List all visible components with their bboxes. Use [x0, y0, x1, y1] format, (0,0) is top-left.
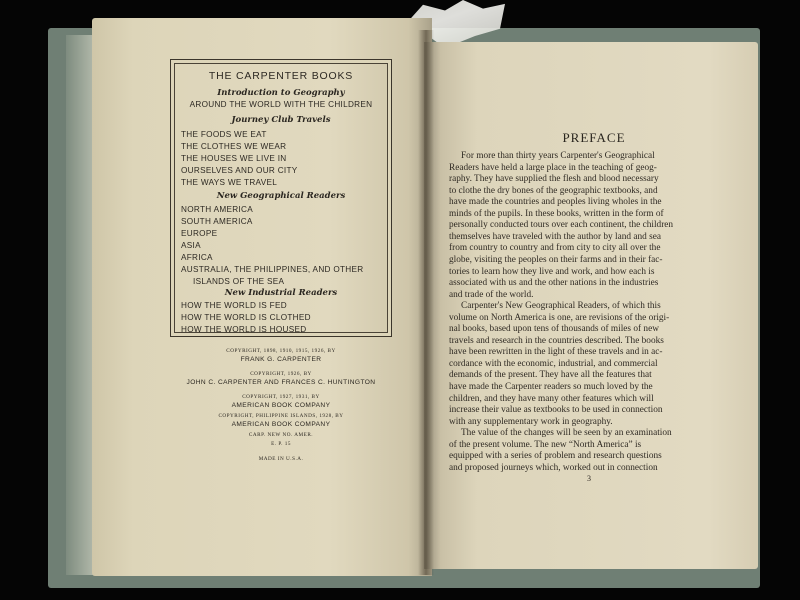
preface-line: have made the countries and peoples living wholes in the: [449, 197, 662, 208]
preface-line: with any supplementary work in geography.: [449, 416, 613, 427]
book-title: AUSTRALIA, THE PHILIPPINES, AND OTHER: [181, 265, 364, 274]
preface-line: globe, visiting the peoples on their farms and in their fac-: [449, 254, 663, 265]
preface-line: from country to country and from city to city all over the: [449, 243, 661, 254]
book-title: OURSELVES AND OUR CITY: [181, 166, 298, 175]
book-title: THE WAYS WE TRAVEL: [181, 178, 278, 187]
edition-code: CARP. NEW NO. AMER.: [248, 432, 314, 438]
preface-line: cordance with the economic, industrial, and commercial: [449, 358, 658, 369]
preface-line: nal books, based upon tens of thousands of miles of new: [449, 324, 659, 335]
preface-line: The value of the changes will be seen by an examination: [461, 428, 672, 439]
preface-line: equipped with a series of problem and research questions: [449, 451, 662, 462]
section-heading: New Industrial Readers: [224, 288, 338, 298]
made-in-label: MADE IN U.S.A.: [258, 456, 304, 462]
preface-line: minds of the pupils. In these books, written in the form of: [449, 208, 664, 219]
book-title: THE HOUSES WE LIVE IN: [181, 154, 287, 163]
preface-line: and trade of the world.: [449, 289, 534, 300]
book-title: HOW THE WORLD IS HOUSED: [181, 325, 307, 334]
preface-line: increase their value as textbooks to be used in connection: [449, 405, 663, 416]
book-title: EUROPE: [181, 229, 218, 238]
preface-line: associated with us and the other nations in the industries: [449, 278, 659, 289]
preface-line: demands of the present. They have all the features that: [449, 370, 652, 381]
preface-line: Carpenter's New Geographical Readers, of which this: [461, 301, 661, 312]
preface-line: tories to learn how they live and work, and how each is: [449, 266, 655, 277]
preface-line: have made the Carpenter readers so much loved by the: [449, 382, 653, 392]
book-title: HOW THE WORLD IS FED: [181, 301, 287, 310]
copyright-holder: FRANK G. CARPENTER: [240, 356, 322, 363]
section-heading: Introduction to Geography: [217, 88, 345, 98]
book-gutter-shadow: [418, 30, 434, 575]
preface-line: Readers have held a large place in the teaching of geog-: [449, 162, 657, 173]
book-title: ISLANDS OF THE SEA: [193, 277, 285, 286]
preface-line: raphy. They have supplied the flesh and blood necessary: [449, 174, 659, 185]
book-title: AFRICA: [181, 253, 213, 262]
section-heading: Journey Club Travels: [231, 115, 331, 125]
preface-line: and proposed journeys which, worked out in connection: [449, 462, 658, 473]
preface-line: have been rewritten in the light of these travels and in ac-: [449, 347, 663, 358]
preface-line: travels and research in the countries described. The books: [449, 335, 664, 346]
preface-line: volume on North America is one, are revisions of the origi-: [449, 312, 670, 323]
preface-line: themselves have traveled with the author by land and sea: [449, 231, 661, 242]
copyright-holder: AMERICAN BOOK COMPANY: [231, 402, 331, 409]
series-title: THE CARPENTER BOOKS: [208, 70, 354, 82]
preface-line: For more than thirty years Carpenter's Geographical: [461, 151, 655, 161]
book-title: AROUND THE WORLD WITH THE CHILDREN: [189, 100, 373, 109]
book-title: THE FOODS WE EAT: [181, 130, 267, 139]
preface-title: PREFACE: [562, 130, 626, 145]
copyright-line: COPYRIGHT, PHILIPPINE ISLANDS, 1928, BY: [218, 413, 344, 419]
section-heading: New Geographical Readers: [216, 191, 346, 201]
preface-line: of the present volume. The new “North America” is: [449, 439, 642, 450]
page-number: 3: [587, 474, 591, 483]
preface-line: to clothe the dry bones of the geographic textbooks, and: [449, 185, 658, 196]
copyright-line: COPYRIGHT, 1898, 1910, 1915, 1926, BY: [226, 348, 336, 354]
book-title: HOW THE WORLD IS CLOTHED: [181, 313, 311, 322]
copyright-holder: AMERICAN BOOK COMPANY: [231, 421, 331, 428]
preface-line: children, and they have many other features which will: [449, 393, 654, 404]
copyright-line: COPYRIGHT, 1927, 1931, BY: [242, 394, 320, 400]
book-title: THE CLOTHES WE WEAR: [181, 142, 287, 151]
series-list-box: [170, 59, 392, 337]
preface-line: personally conducted tours over each continent, the children: [449, 220, 674, 231]
book-title: NORTH AMERICA: [181, 205, 253, 214]
copyright-line: COPYRIGHT, 1926, BY: [250, 371, 312, 377]
edition-code: E. P. 15: [271, 441, 291, 447]
book-title: SOUTH AMERICA: [181, 217, 253, 226]
copyright-holder: JOHN C. CARPENTER AND FRANCES C. HUNTINGTON: [186, 379, 376, 386]
book-title: ASIA: [181, 241, 201, 250]
